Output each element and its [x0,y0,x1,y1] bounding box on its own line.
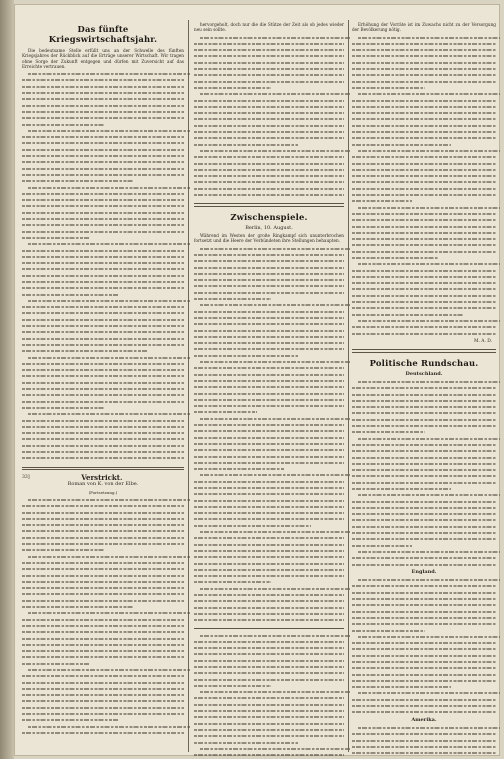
continued-text: Erhöhung der Vorräte ist im Zuwachs nicht zu der Versorgung der Bevölkerung nötig. [352,22,496,33]
article-intro: Die bedeutsame Stelle erfüllt uns an der Schwelle des fünften Kriegsjahres der Rückblick auf die Erträge unserer Wirtschaft. Wir tragen ohne Sorge der Zukunft entgegen und dürfen mit Zuversicht auf das Erreichte vertrauen. [22,48,184,69]
serial-title: Verstrickt. [81,473,123,483]
serial-header-row [22,473,184,483]
author-signature: M. A. D. [473,338,492,344]
text-line [194,192,344,198]
article-lead: Während im Westen der große Ringkampf sich ununterbrochen fortsetzt und die Heere der Verbündeten ihre Stellungen behaupten. [194,233,344,244]
text-line [352,709,496,715]
article-title-kriegswirtschaftsjahr: Das fünfte Kriegswirtschaftsjahr. [48,24,158,44]
column-3 [352,22,496,756]
serial-body-text [22,497,184,736]
article-title-rundschau: Politische Rundschau. [369,357,479,368]
news-body-text [352,379,496,568]
serial-continued-text [194,633,344,756]
subhead-amerika: Amerika. [411,716,437,723]
column-divider [348,20,349,752]
text-line [194,617,344,623]
news-body-text [352,725,496,756]
book-spine-shadow [0,0,14,759]
news-body-text [352,577,496,716]
column-1 [22,22,184,736]
article-body-text [194,246,344,624]
section-divider [352,349,496,353]
text-line [352,331,496,337]
section-divider [194,628,344,629]
continued-text: hervorgeholt, doch nur die die Stütze der Zeit als ob jedes wieder neu sein sollte. [194,22,344,33]
article-body-text [22,71,184,461]
continued-body-text [352,35,496,337]
newspaper-page [14,4,500,756]
text-line [352,750,496,756]
text-line [194,752,344,756]
text-line [352,562,496,568]
article-title-zwischenspiele: Zwischenspiele. [230,211,308,222]
dateline: Berlin, 10. August. [245,224,293,231]
section-divider [22,467,184,471]
subhead-deutschland: Deutschland. [405,370,443,377]
section-divider [194,203,344,207]
continued-body-text [194,35,344,199]
text-line [22,455,184,461]
serial-author: Roman von K. von der Elbe. [67,481,139,488]
text-line [22,730,184,736]
column-2 [194,22,344,756]
serial-note: (Fortsetzung.) [88,489,118,495]
subhead-england: England. [411,568,437,575]
issue-number: 33] [22,475,30,481]
